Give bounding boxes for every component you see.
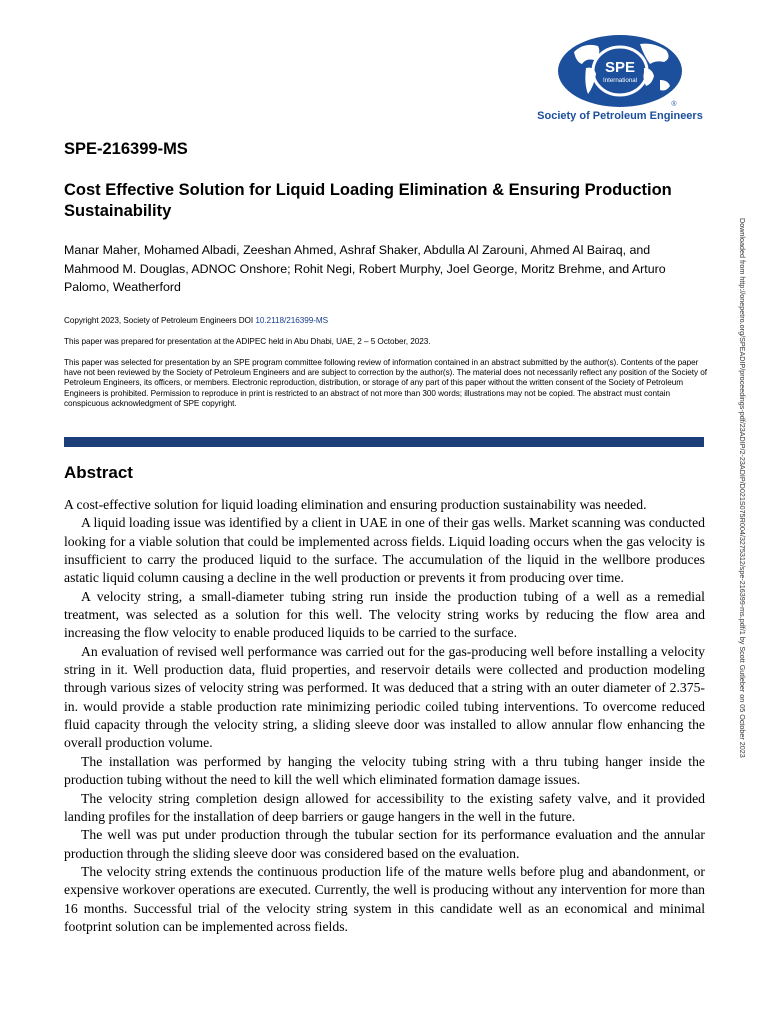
abstract-heading: Abstract [64, 463, 133, 482]
abstract-paragraph: The velocity string extends the continuous production life of the mature wells before plug and abandonment, or expensive workover operations are executed. Currently, the well is producing without any intervention for more than 16 months. Successful trial of the velocity string system in this candidate well as an economical and minimal footprint solution can be implemented across fields. [64, 863, 705, 934]
abstract-paragraph: The velocity string completion design allowed for accessibility to the existing safety valve, and it provided landing profiles for the installation of deep barriers or gauge hangers in the well in the future. [64, 790, 705, 824]
copyright-text: Copyright 2023, Society of Petroleum Engineers DOI [64, 316, 256, 325]
abstract-paragraph: A cost-effective solution for liquid loading elimination and ensuring production sustainability was needed. [64, 497, 647, 512]
presentation-note: This paper was prepared for presentation at the ADIPEC held in Abu Dhabi, UAE, 2 – 5 October, 2023. [64, 337, 431, 346]
paper-title: Cost Effective Solution for Liquid Loading Elimination & Ensuring Production Sustainability [64, 181, 672, 220]
logo-society-name: Society of Petroleum Engineers [537, 110, 703, 122]
download-watermark [735, 218, 747, 810]
download-watermark-text: Downloaded from http://onepetro.org/SPEADIP/proceedings-pdf/23ADIP/2-23ADIP/D021S075R004/3275312/spe-216399-ms.pdf/1 by Scott Gutleber on 05 October 2023 [738, 218, 747, 758]
section-divider [64, 437, 704, 447]
abstract-body [64, 496, 705, 936]
abstract-paragraph: A velocity string, a small-diameter tubing string run inside the production tubing of a well as a remedial treatment, was selected as a solution for this well. The velocity string works by reducing the flow area and increasing the flow velocity to enable produced liquids to be carried to the surface. [64, 588, 705, 641]
registered-mark: ® [671, 101, 677, 108]
globe-icon [556, 34, 684, 108]
abstract-paragraph: A liquid loading issue was identified by a client in UAE in one of their gas wells. Market scanning was conducted looking for a viable solution that could be implemented across fields. Liquid loading occurs when the gas velocity is insufficient to carry the produced liquid to the surface. The accumulation of the liquid in the wellbore produces astatic liquid column causing a decline in the well production or prevents it from producing over time. [64, 515, 705, 586]
doi-link[interactable]: 10.2118/216399-MS [255, 316, 329, 325]
paper-id: SPE-216399-MS [64, 140, 188, 158]
abstract-paragraph: An evaluation of revised well performance was carried out for the gas-producing well before installing a velocity string in it. Well production data, fluid properties, and reservoir details were collected and production modeling through various sizes of velocity string was performed. It was deduced that a string with an outer diameter of 2.375-in. would provide a stable production rate minimizing periodic coiled tubing interventions. To overcome reduced fluid capacity through the velocity string, a sliding sleeve door was installed to allow annular flow enhancing the overall production volume. [64, 643, 705, 751]
author-list: Manar Maher, Mohamed Albadi, Zeeshan Ahmed, Ashraf Shaker, Abdulla Al Zarouni, Ahmed Al Bairaq, and Mahmood M. Douglas, ADNOC Onshore; Rohit Negi, Robert Murphy, Joel George, Moritz Brehme, and Arturo Palomo, Weatherford [64, 243, 666, 294]
logo-acronym: SPE [604, 59, 636, 76]
review-disclaimer: This paper was selected for presentation by an SPE program committee following review of information contained in an abstract submitted by the author(s). Contents of the paper have not been reviewed by the Society of Petroleum Engineers and are subject to correction by the author(s). The material does not necessarily reflect any position of the Society of Petroleum Engineers, its officers, or members. Electronic reproduction, distribution, or storage of any part of this paper without the written consent of the Society of Petroleum Engineers is prohibited. Permission to reproduce in print is restricted to an abstract of not more than 300 words; illustrations may not be copied. The abstract must contain conspicuous acknowledgment of SPE copyright. [64, 358, 707, 408]
logo-subtitle: International [602, 77, 638, 84]
spe-logo [534, 34, 706, 126]
abstract-paragraph: The well was put under production through the tubular section for its performance evaluation and the annular production through the sliding sleeve door was considered based on the evaluation. [64, 827, 705, 861]
abstract-paragraph: The installation was performed by hanging the velocity tubing string with a thru tubing hanger inside the production tubing without the need to kill the well which eliminated formation damage issues. [64, 753, 705, 788]
copyright-line [64, 316, 714, 326]
